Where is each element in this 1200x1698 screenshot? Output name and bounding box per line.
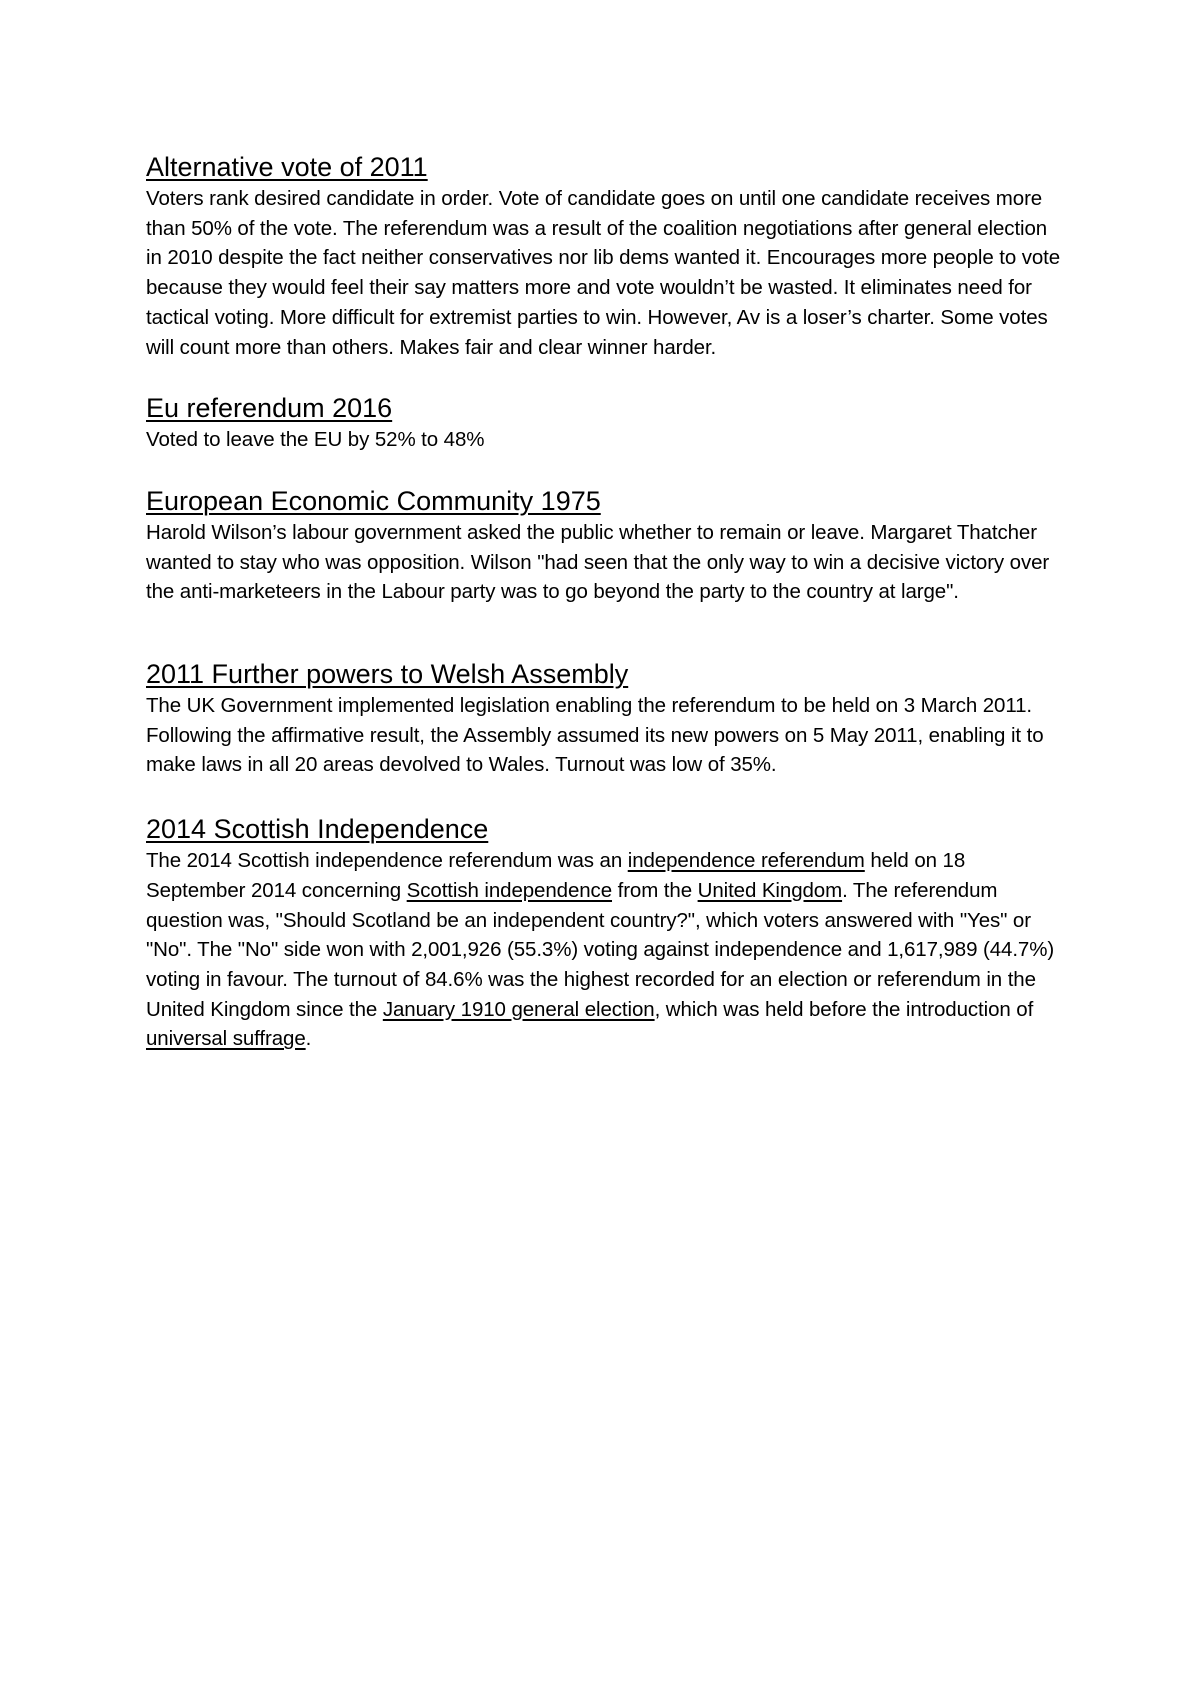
- body-text-run: , which was held before the introduction of: [654, 997, 1034, 1021]
- section-welsh-assembly: [146, 657, 1066, 780]
- document-content: [146, 150, 1066, 1054]
- link-independence-referendum[interactable]: independence referendum: [627, 849, 865, 873]
- body-text-run: . The referendum question was, "Should Scotland be an independent country?", which voters answered with "Yes" or "No". The "No" side won with 2,001,926 (55.3%) voting against independence and 1,617,989 (44.7%) voting in favour. The turnout of 84.6% was the highest recorded for an election or referendum in the United Kingdom since the: [146, 878, 1055, 1021]
- body-text-run: held on 18 September 2014 concerning: [146, 849, 966, 902]
- section-body: Voters rank desired candidate in order. Vote of candidate goes on until one candidate receives more than 50% of the vote. The referendum was a result of the coalition negotiations after general election in 2010 despite the fact neither conservatives nor lib dems wanted it. Encourages more people to vote because they would feel their say matters more and vote wouldn’t be wasted. It eliminates need for tactical voting. More difficult for extremist parties to win. However, Av is a loser’s charter. Some votes will count more than others. Makes fair and clear winner harder.: [146, 187, 1061, 359]
- section-alternative-vote: [146, 150, 1066, 362]
- body-text-run: from the: [612, 878, 698, 902]
- section-heading: Eu referendum 2016: [146, 393, 393, 424]
- section-eec-1975: [146, 484, 1066, 607]
- section-body: The UK Government implemented legislation enabling the referendum to be held on 3 March 2011. Following the affirmative result, the Assembly assumed its new powers on 5 May 2011, enabling it to make laws in all 20 areas devolved to Wales. Turnout was low of 35%.: [146, 694, 1044, 777]
- body-text-run: The 2014 Scottish independence referendum was an: [146, 849, 628, 873]
- section-body: Voted to leave the EU by 52% to 48%: [146, 428, 485, 452]
- link-united-kingdom[interactable]: United Kingdom: [697, 878, 843, 902]
- section-heading: 2014 Scottish Independence: [146, 814, 489, 845]
- link-universal-suffrage[interactable]: universal suffrage: [146, 1027, 306, 1051]
- section-body: [146, 846, 1066, 1054]
- link-scottish-independence[interactable]: Scottish independence: [406, 878, 613, 902]
- section-eu-referendum: [146, 391, 1066, 455]
- section-scottish-independence: [146, 812, 1066, 1054]
- section-heading: European Economic Community 1975: [146, 485, 601, 516]
- body-text-run: .: [305, 1027, 312, 1051]
- link-january-1910-general-election[interactable]: January 1910 general election: [382, 997, 655, 1021]
- section-heading: Alternative vote of 2011: [146, 152, 428, 182]
- section-heading: 2011 Further powers to Welsh Assembly: [146, 659, 629, 690]
- section-body: Harold Wilson’s labour government asked the public whether to remain or leave. Margaret Thatcher wanted to stay who was opposition. Wilson "had seen that the only way to win a decisive victory over the anti-marketeers in the Labour party was to go beyond the party to the country at large".: [146, 520, 1050, 604]
